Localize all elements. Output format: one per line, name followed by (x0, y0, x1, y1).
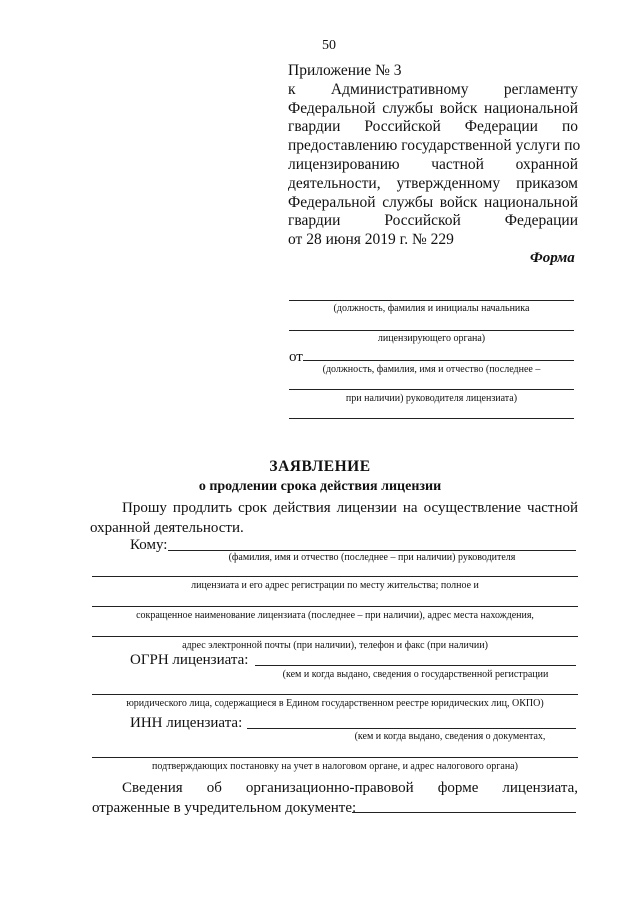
request-paragraph (90, 498, 578, 538)
fill-line[interactable] (92, 576, 578, 577)
request-line: охранной деятельности. (90, 520, 244, 536)
fill-line[interactable] (247, 728, 576, 729)
inn-label: ИНН лицензиата: (130, 715, 243, 731)
legal-form-line: отраженные в учредительном документе: (92, 800, 357, 816)
field-caption: адрес электронной почты (при наличии), телефон и факс (при наличии) (182, 640, 488, 651)
fill-line[interactable] (289, 389, 574, 390)
field-caption: (фамилия, имя и отчество (последнее – при наличии) руководителя (228, 552, 516, 563)
appendix-line: гвардии Российской Федерации по (288, 118, 578, 136)
fill-line[interactable] (168, 550, 576, 551)
request-line: Прошу продлить срок действия лицензии на осуществление частной (122, 500, 578, 516)
to-label: Кому: (130, 537, 168, 553)
fill-line[interactable] (352, 812, 576, 813)
appendix-line: Приложение № 3 (288, 62, 402, 79)
fill-line[interactable] (255, 665, 576, 666)
page-number: 50 (322, 38, 336, 53)
appendix-line: Федеральной службы войск национальной (288, 99, 578, 117)
field-caption: подтверждающих постановку на учет в налоговом органе, и адрес налогового органа) (152, 761, 518, 772)
appendix-line: гвардии Российской Федерации (288, 212, 578, 230)
appendix-line: лицензированию частной охранной (288, 155, 578, 173)
from-label: от (289, 349, 303, 365)
fill-line[interactable] (303, 360, 574, 361)
fill-line[interactable] (92, 636, 578, 637)
appendix-line: Федеральной службы войск национальной (288, 193, 578, 211)
field-caption: (должность, фамилия, имя и отчество (последнее – (322, 364, 541, 375)
fill-line[interactable] (92, 757, 578, 758)
field-caption: лицензирующего органа) (377, 333, 486, 344)
field-caption: (кем и когда выдано, сведения о документах, (354, 731, 546, 742)
appendix-block (288, 62, 581, 250)
document-title: ЗАЯВЛЕНИЕ (269, 458, 371, 475)
appendix-line: деятельности, утвержденному приказом (288, 174, 578, 192)
appendix-line: к Административному регламенту (288, 80, 578, 98)
field-caption: при наличии) руководителя лицензиата) (345, 393, 518, 404)
appendix-line: предоставлению государственной услуги по (288, 137, 581, 155)
field-caption: сокращенное наименование лицензиата (последнее – при наличии), адрес места нахождения, (136, 610, 534, 621)
fill-line[interactable] (289, 418, 574, 419)
document-subtitle: о продлении срока действия лицензии (198, 479, 442, 494)
field-caption: лицензиата и его адрес регистрации по месту жительства; полное и (191, 580, 479, 591)
field-caption: (кем и когда выдано, сведения о государственной регистрации (282, 669, 549, 680)
ogrn-label: ОГРН лицензиата: (130, 652, 249, 668)
form-label: Форма (530, 250, 575, 266)
fill-line[interactable] (92, 606, 578, 607)
field-caption: юридического лица, содержащиеся в Едином государственном реестре юридических лиц, ОКПО) (126, 698, 544, 709)
appendix-line: от 28 июня 2019 г. № 229 (288, 231, 454, 249)
field-caption: (должность, фамилия и инициалы начальника (333, 303, 530, 314)
fill-line[interactable] (92, 694, 578, 695)
fill-line[interactable] (289, 330, 574, 331)
fill-line[interactable] (289, 300, 574, 301)
legal-form-line: Сведения об организационно-правовой форме лицензиата, (122, 780, 578, 796)
